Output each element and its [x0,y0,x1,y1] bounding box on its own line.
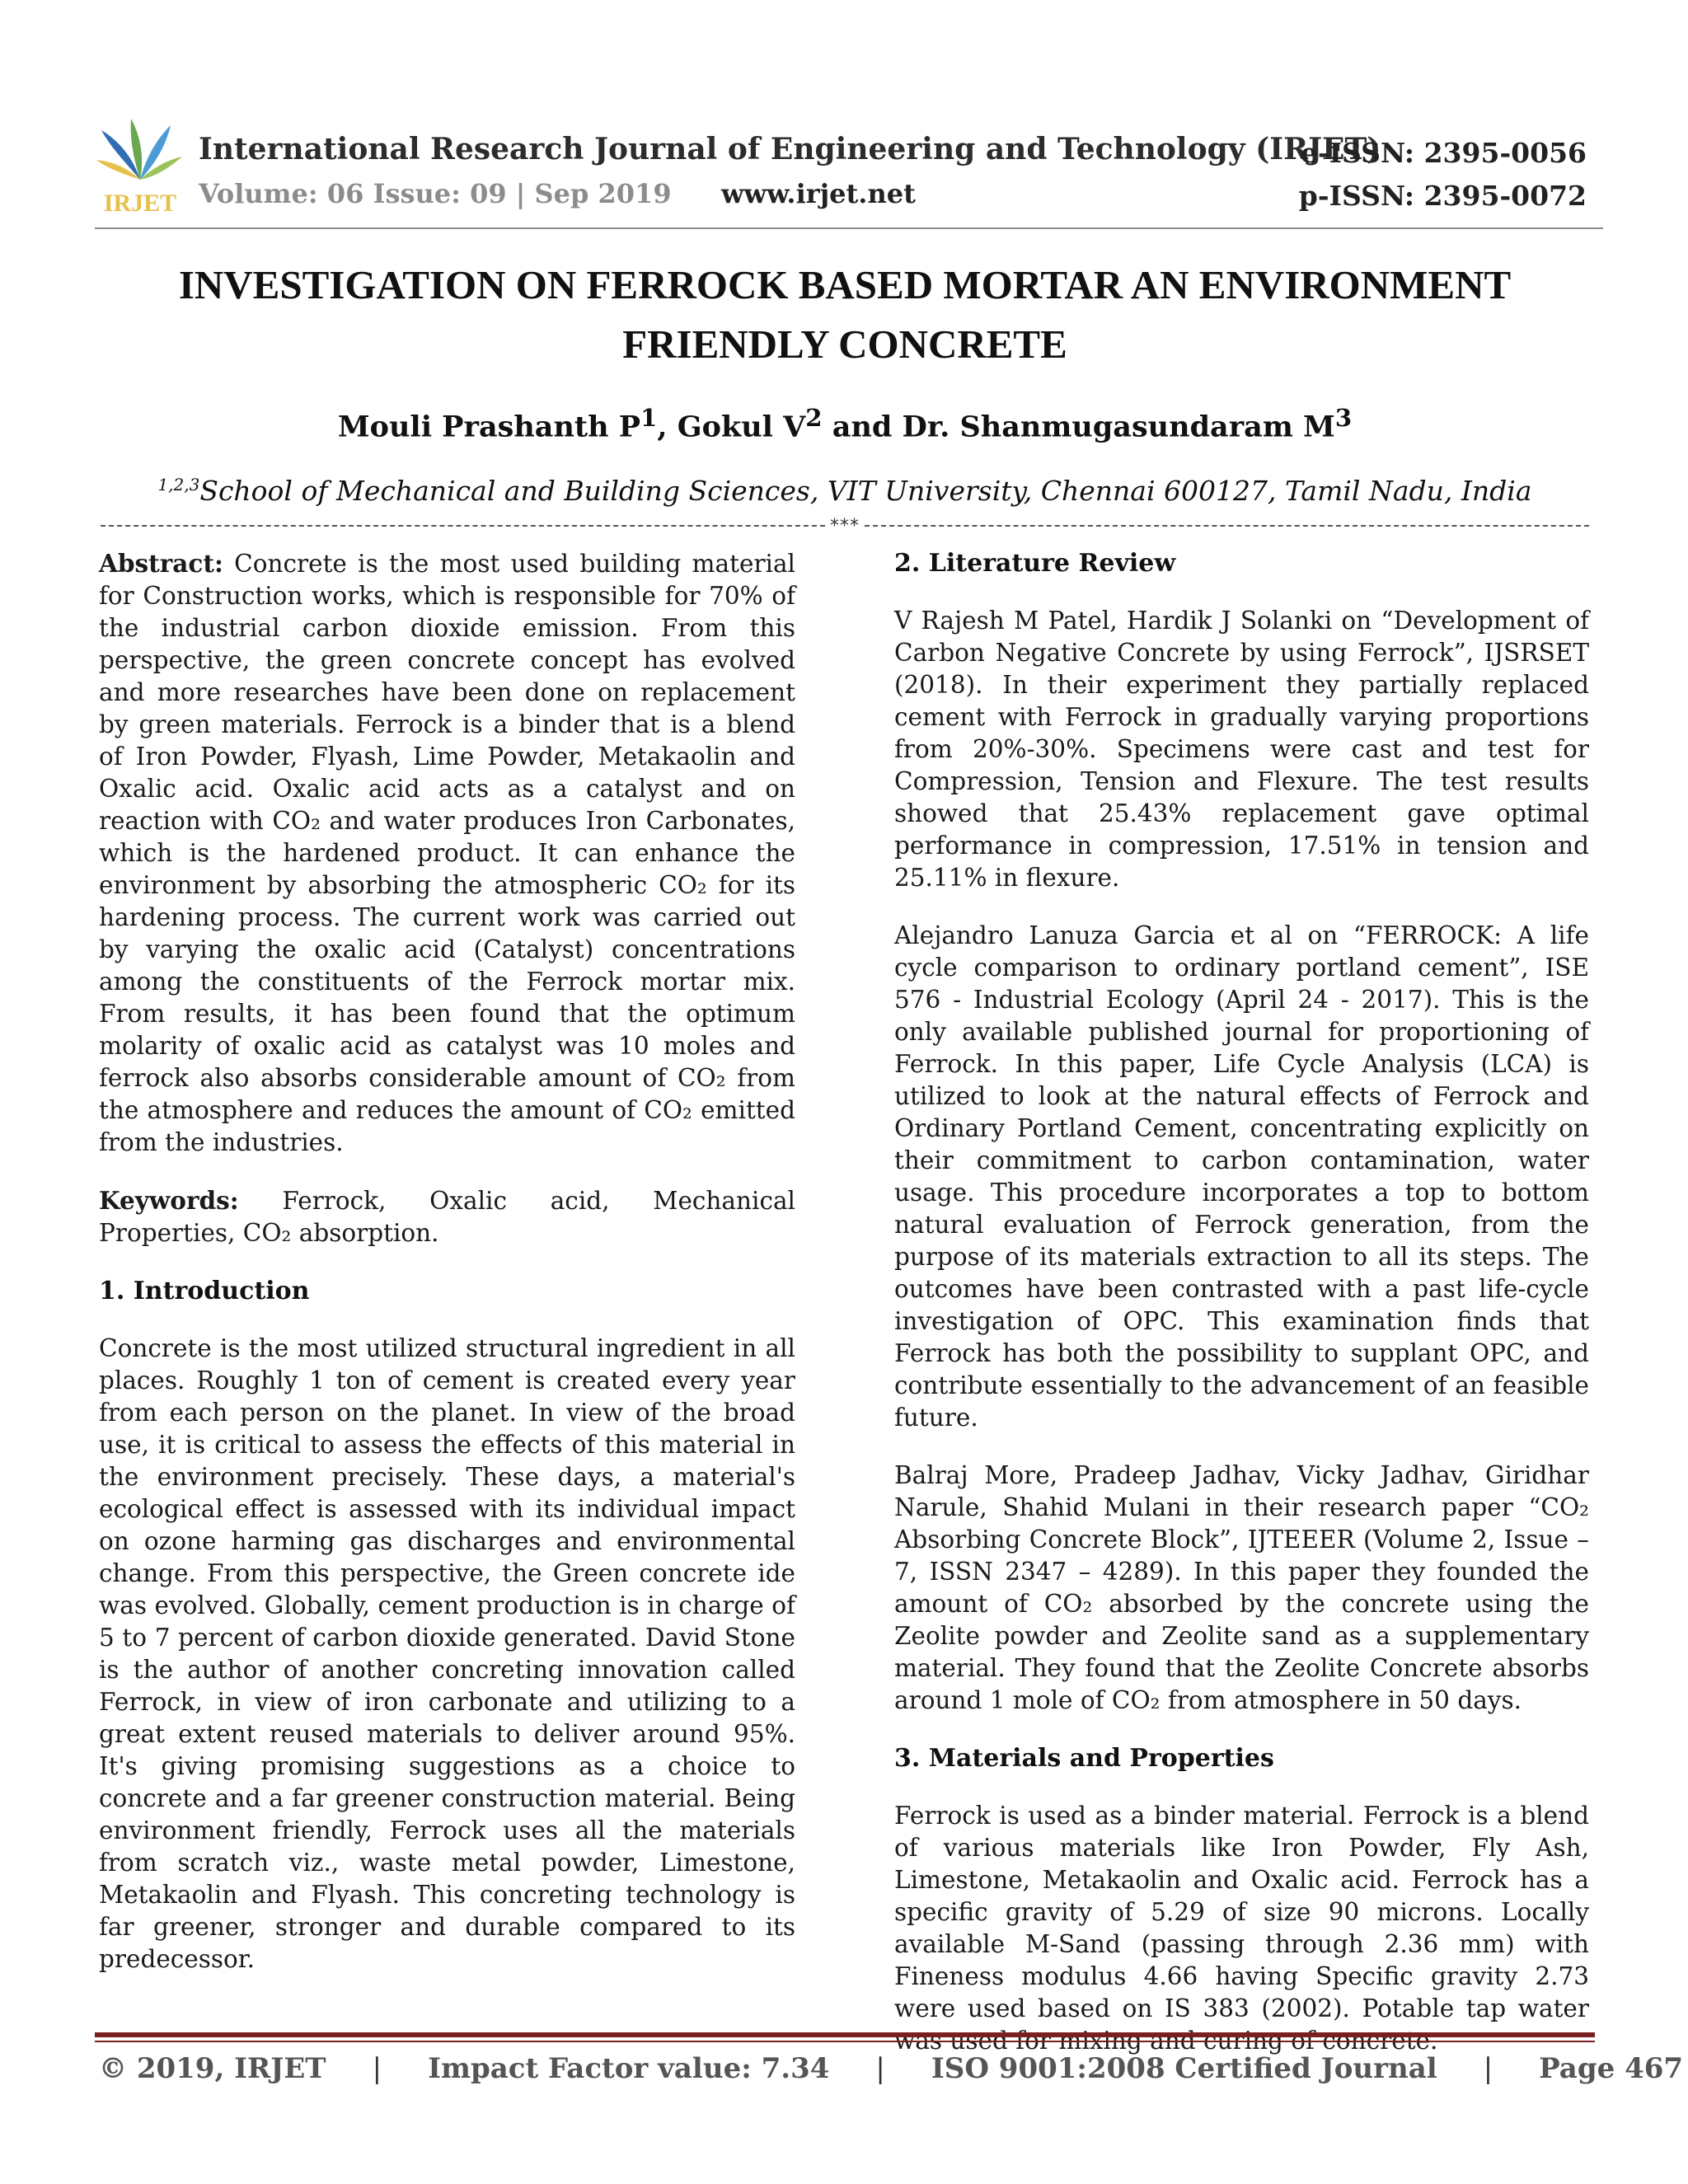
paper-title [95,255,1595,374]
keywords [99,1184,795,1249]
pissn: p-ISSN: 2395-0072 [1298,180,1587,212]
left-column [99,547,795,2001]
literature-review-heading: 2. Literature Review [894,549,1176,578]
irjet-logo [95,115,185,216]
materials-text: Ferrock is used as a binder material. Ferrock is a blend of various materials like Iron Powder, Fly Ash, Limestone, Metakaolin and Oxalic acid. Ferrock has a specific gravity of 5.29 of size 90 microns. Locally available M-Sand (passing through 2.36 mm) with Fineness modulus 4.66 having Specific gravity 2.73 were used based on IS 383 (2002). Potable tap water of [894,1802,1589,2055]
author-2-sup: 2 [805,404,823,432]
author-3: Dr. Shanmugasundaram M [902,410,1335,444]
keywords-label: Keywords: [99,1186,239,1215]
materials-heading: 3. Materials and Properties [894,1744,1274,1773]
journal-website: www.irjet.net [721,178,916,209]
abstract [99,547,795,1159]
separator-stars: *** [830,515,860,537]
literature-paragraph-3: Balraj More, Pradeep Jadhav, Vicky Jadhav, Giridhar Narule, Shahid Mulani in their research paper “CO₂ Absorbing Concrete Block”, IJTEEER (Volume 2, Issue – 7, ISSN 2347 – 4289). In this paper they founded the amount of CO₂ absorbed by the concrete using the Zeolite powder and Zeolite sand as a supplementary material. They found that the Zeolite Concrete absorbs around 1 mole of CO₂ from atmosphere in 50 days. [894,1461,1589,1714]
eissn: e-ISSN: 2395-0056 [1300,137,1587,169]
literature-paragraph-1: V Rajesh M Patel, Hardik J Solanki on “Development of Carbon Negative Concrete by using Ferrock”, IJSRSET (2018). In their experiment they partially replaced cement with Ferrock in gradually varying proportions from 20%-30%. Specimens were cast and test for Compression, Tension and Flexure. The test results showed that 25.43% replacement gave optimal performance in compression, 17.51% in tension and 25.11% in flexure. [894,607,1589,892]
abstract-label: Abstract: [99,549,223,578]
separator-line-right [865,525,1589,527]
author-sep-2: and [822,410,903,444]
page-footer [99,2052,1684,2085]
footer-divider: | [875,2052,885,2085]
title-line-1: INVESTIGATION ON FERROCK BASED MORTAR AN ENVIRONMENT [178,262,1512,307]
journal-title: International Research Journal of Engineering and Technology (IRJET) [199,132,1381,166]
introduction-text: Concrete is the most utilized structural ingredient in all places. Roughly 1 ton of cement is created every year from each person on the planet. In view of the broad use, it is critical to assess the effects of this material in the environment precisely. These days, a material's ecological effect is assessed with its individual impact on ozone harming gas discharges and environmental change. From this perspective, the Green concrete ide was evolved. Globally, cement production is in charge of 5 to 7 percent of carbon dioxide generated. David Stone is the author of another concreting innovation called Ferrock, in view of iron carbonate and utilizing to a great extent reused materials to deliver around 95%. It's giving promising suggestions as a choice to concrete and a far greener construction material. Being environment friendly, Ferrock uses all the materials from scratch viz., waste metal powder, Limestone, Metakaolin and Flyash. This concreting technology is far greener, stronger and durable compared to its predecessor. [99,1334,795,1973]
introduction-heading: 1. Introduction [99,1277,310,1305]
author-2: Gokul V [677,410,806,444]
logo-leaf-icon [96,119,182,180]
footer-copyright: © 2019, IRJET [99,2052,326,2085]
affiliation-text: School of Mechanical and Building Sciences, VIT University, Chennai 600127, Tamil Nadu, India [199,475,1532,507]
logo-wordmark: IRJET [103,190,177,216]
right-column [894,547,1589,2083]
footer-rule-thin [95,2041,1595,2042]
volume-info: Volume: 06 Issue: 09 | Sep 2019 [199,178,672,209]
footer-impact-factor: Impact Factor value: 7.34 [428,2052,830,2085]
affiliation-sup: 1,2,3 [157,475,200,494]
author-3-sup: 3 [1334,404,1353,432]
title-line-2: FRIENDLY CONCRETE [622,321,1067,367]
keywords-text: Ferrock, Oxalic acid, Mechanical Properties, CO₂ absorption. [99,1187,795,1247]
literature-paragraph-2: Alejandro Lanuza Garcia et al on “FERROCK: A life cycle comparison to ordinary portland cement”, ISE 576 - Industrial Ecology (April 24 - 2017). This is the only available published journal for proportioning of Ferrock. In this paper, Life Cycle Analysis (LCA) is utilized to look at the natural effects of Ferrock and Ordinary Portland Cement, concentrating explicitly on their commitment to carbon contamination, water usage. This procedure incorporates a top to bottom natural evaluation of Ferrock generation, from the purpose of its materials extraction to all its steps. The outcomes have been contrasted with a past life-cycle investigation of OPC. This examination finds that Ferrock has both the possibility to supplant OPC, and contribute essentially to the advancement of an feasible future. [894,921,1589,1432]
footer-rule-thick [95,2032,1595,2037]
abstract-text: Concrete is the most used building material for Construction works, which is responsible for 70% of the industrial carbon dioxide emission. From this perspective, the green concrete concept has evolved and more researches have been done on replacement by green materials. Ferrock is a binder that is a blend of Iron Powder, Flyash, Lime Powder, Metakaolin and Oxalic acid. Oxalic acid acts as a catalyst and on reaction with CO₂ and water produces Iron Carbonates, which is the hardened product. It can enhance the environment by absorbing the atmospheric CO₂ for its hardening process. The current work was carried out by varying the oxalic acid (Catalyst) concentrations among the constituents of the Ferrock mortar mix. From results, it has been found that the optimum molarity of oxalic acid as catalyst was 10 moles and ferrock also absorbs considerable amount of CO₂ from the atmosphere and reduces the amount of CO₂ emitted from the industries. [99,550,795,1156]
separator-line-left [101,525,825,527]
author-sep-1: , [657,410,678,444]
journal-header [95,115,1587,223]
footer-page-number: Page 467 [1539,2052,1684,2085]
section-separator [101,515,1589,537]
header-divider [95,227,1603,229]
affiliation [95,475,1595,507]
author-1: Mouli Prashanth P [337,410,641,444]
author-list [95,404,1595,444]
footer-divider: | [372,2052,382,2085]
footer-divider: | [1483,2052,1493,2085]
author-1-sup: 1 [640,404,658,432]
footer-iso: ISO 9001:2008 Certified Journal [931,2052,1437,2085]
